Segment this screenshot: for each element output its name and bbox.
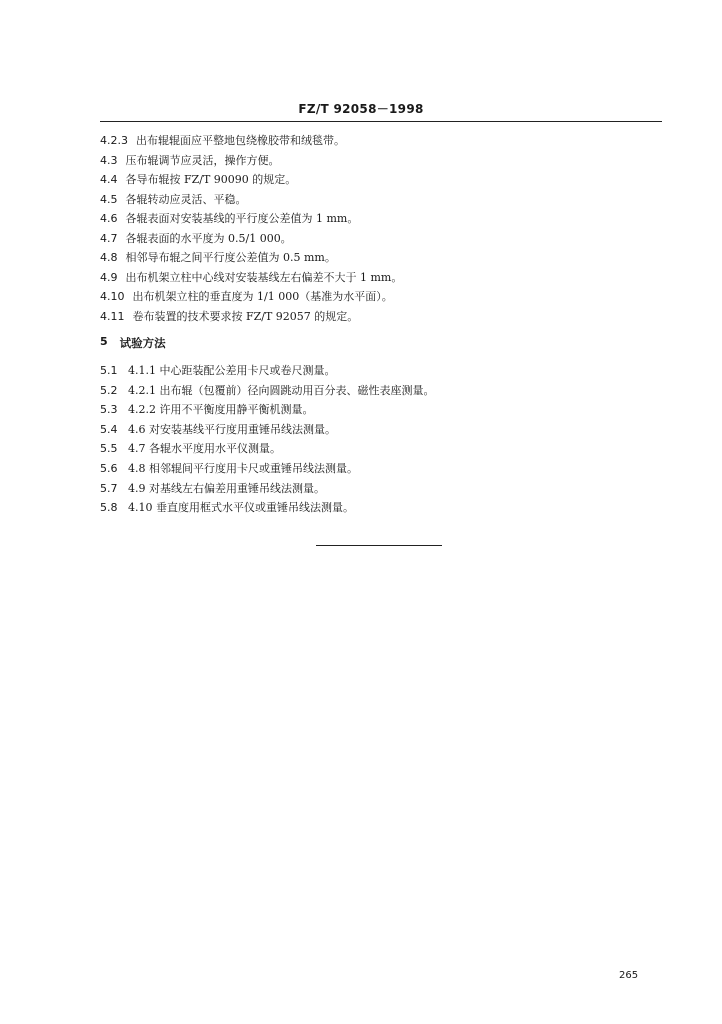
clause-5-8 (100, 498, 660, 518)
clause-number: 4.3 (100, 153, 118, 167)
clause-number: 4.11 (100, 309, 125, 323)
section-number: 5 (100, 335, 108, 348)
clause-number: 4.8 (100, 251, 118, 264)
clause-4-6 (100, 209, 660, 229)
clause-number: 4.6 (100, 212, 118, 225)
clause-text: 4.6 对安装基线平行度用重锤吊线法测量。 (128, 422, 336, 436)
clause-5-5 (100, 439, 660, 459)
clause-number: 5.8 (100, 501, 118, 515)
clause-number: 4.9 (100, 270, 118, 284)
clause-4-11 (100, 307, 660, 327)
clause-4-8 (100, 248, 660, 268)
clause-number: 4.7 (100, 231, 118, 245)
clause-number: 4.5 (100, 192, 118, 206)
clause-text: 出布机架立柱中心线对安装基线左右偏差不大于 1 mm。 (125, 270, 403, 284)
clause-text: 卷布装置的技术要求按 FZ/T 92057 的规定。 (132, 309, 359, 323)
clause-text: 4.7 各辊水平度用水平仪测量。 (128, 442, 281, 456)
clause-4-7 (100, 229, 660, 249)
clause-text: 4.10 垂直度用框式水平仪或重锤吊线法测量。 (128, 501, 354, 515)
clause-text: 相邻导布辊之间平行度公差值为 0.5 mm。 (125, 251, 336, 264)
clause-text: 各辊表面对安装基线的平行度公差值为 1 mm。 (125, 212, 359, 225)
clause-4-3 (100, 151, 660, 171)
clause-number: 5.1 (100, 364, 118, 377)
clause-text: 4.2.1 出布辊（包覆前）径向圆跳动用百分表、磁性表座测量。 (128, 383, 435, 397)
clause-5-1 (100, 361, 660, 381)
clause-5-7 (100, 479, 660, 499)
clause-number: 4.10 (100, 290, 125, 303)
clause-text: 各导布辊按 FZ/T 90090 的规定。 (125, 173, 297, 186)
clause-text: 压布辊调节应灵活，操作方便。 (125, 153, 280, 167)
clause-4-5 (100, 190, 660, 210)
clause-text: 4.2.2 许用不平衡度用静平衡机测量。 (128, 403, 314, 417)
clause-text: 各辊转动应灵活、平稳。 (125, 192, 247, 206)
end-of-text-rule (316, 545, 442, 546)
clause-5-6 (100, 459, 660, 479)
clause-text: 4.1.1 中心距装配公差用卡尺或卷尺测量。 (128, 364, 336, 377)
requirement-clauses (100, 131, 660, 326)
clause-text: 4.9 对基线左右偏差用重锤吊线法测量。 (128, 481, 325, 495)
clause-text: 4.8 相邻辊间平行度用卡尺或重锤吊线法测量。 (128, 461, 358, 475)
clause-number: 5.6 (100, 461, 118, 475)
clause-5-3 (100, 400, 660, 420)
clause-number: 4.2.3 (100, 134, 128, 147)
section-heading (100, 335, 166, 351)
clause-number: 5.2 (100, 383, 118, 397)
header-rule (100, 121, 662, 122)
clause-4-2-3 (100, 131, 660, 151)
clause-4-9 (100, 268, 660, 288)
test-method-clauses (100, 361, 660, 518)
page-number: 265 (619, 970, 639, 981)
section-title: 试验方法 (119, 336, 166, 350)
clause-5-2 (100, 381, 660, 401)
clause-4-4 (100, 170, 660, 190)
clause-number: 5.3 (100, 403, 118, 417)
clause-4-10 (100, 287, 660, 307)
clause-number: 5.7 (100, 481, 118, 495)
clause-number: 4.4 (100, 173, 118, 186)
clause-number: 5.4 (100, 422, 118, 436)
clause-text: 各辊表面的水平度为 0.5/1 000。 (125, 231, 292, 245)
clause-text: 出布辊辊面应平整地包绕橡胶带和绒毯带。 (136, 134, 345, 147)
clause-text: 出布机架立柱的垂直度为 1/1 000（基准为水平面）。 (132, 290, 393, 303)
clause-number: 5.5 (100, 442, 118, 456)
page-header-standard-code: FZ/T 92058－1998 (298, 102, 424, 116)
clause-5-4 (100, 420, 660, 440)
